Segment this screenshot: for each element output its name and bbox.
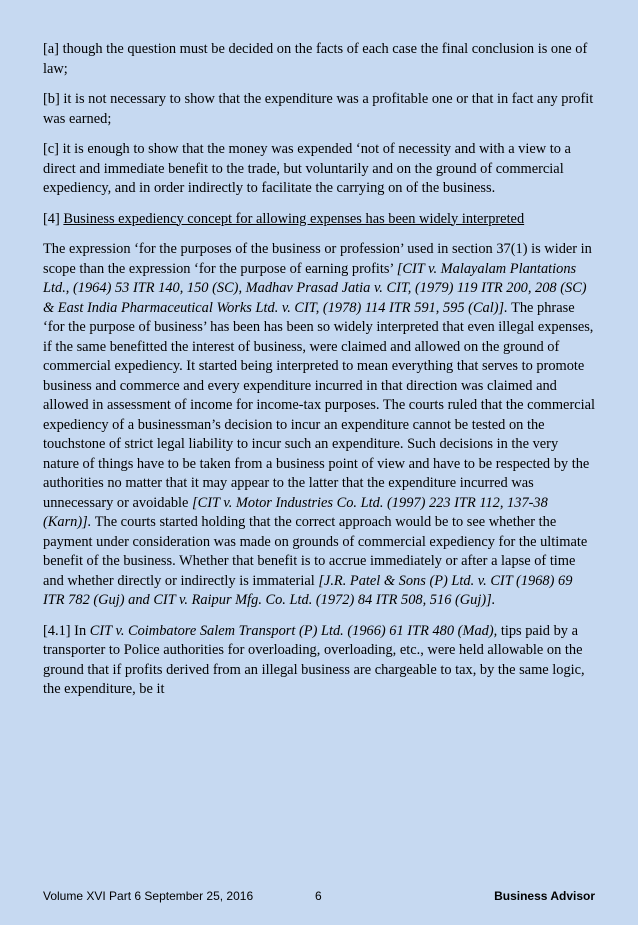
page-footer <box>43 889 595 905</box>
paragraph-4-text-1: The expression ‘for the purposes of the business or profession’ used in section 37(1) is wider in scope than the expression ‘for the purpose of earning profits’ <box>43 241 592 277</box>
section-4-heading <box>43 210 595 230</box>
paragraph-4-citation-1: [CIT v. Malayalam Plantations Ltd., (1964) 53 ITR 140, 150 (SC), Madhav Prasad Jatia v. CIT, (1979) 119 ITR 200, 208 (SC) & East India Pharmaceutical Works Ltd. v. CIT, (1978) 114 ITR 591, 595 (Cal)]. <box>43 260 587 316</box>
footer-publication-name: Business Advisor <box>494 889 595 903</box>
paragraph-4 <box>43 240 595 611</box>
paragraph-4-citation-3: [J.R. Patel & Sons (P) Ltd. v. CIT (1968) 69 ITR 782 (Guj) and CIT v. Raipur Mfg. Co. Ltd. (1972) 84 ITR 508, 516 (Guj)]. <box>43 572 573 608</box>
paragraph-4-text-3: The courts started holding that the correct approach would be to see whether the payment under consideration was made on grounds of commercial expediency for the ultimate benefit of the business. Whether that benefit is to accrue immediately or after a lapse of time and whether directly or indirectly is immaterial <box>43 514 588 589</box>
paragraph-4-text-2: The phrase ‘for the purpose of business’ has been has been so widely interpreted that even illegal expenses, if the same benefitted the interest of business, were claimed and allowed on the ground of commercial expediency. It started being interpreted to mean everything that serves to promote business and commerce and every expenditure incurred in that direction was claimed and allowed in assessment of income for income-tax purposes. The courts ruled that the commercial expediency of a businessman’s decision to incur an expenditure cannot be tested on the touchstone of strict legal liability to incur such an expenditure. Such decisions in the very nature of things have to be taken from a business point of view and have to be respected by the authorities no matter that it may appear to the latter that the expenditure incurred was unnecessary or avoidable <box>43 299 596 511</box>
paragraph-c: [c] it is enough to show that the money was expended ‘not of necessity and with a view to a direct and immediate benefit to the trade, but voluntarily and on the ground of commercial expediency, and in order indirectly to facilitate the carrying on of the business. <box>43 141 571 196</box>
paragraph-a: [a] though the question must be decided on the facts of each case the final conclusion is one of law; <box>43 41 588 77</box>
paragraph-4-citation-2: [CIT v. Motor Industries Co. Ltd. (1997) 223 ITR 112, 137-38 (Karn)]. <box>43 494 548 530</box>
section-4-number: [4] <box>43 210 64 227</box>
paragraph-4-1-citation: CIT v. Coimbatore Salem Transport (P) Ltd. (1966) 61 ITR 480 (Mad), <box>89 622 498 639</box>
paragraph-4-1 <box>43 622 595 700</box>
paragraph-4-1-text-1: [4.1] In <box>43 622 90 639</box>
footer-volume-info: Volume XVI Part 6 September 25, 2016 <box>43 889 254 903</box>
document-body <box>43 40 595 711</box>
paragraph-b: [b] it is not necessary to show that the expenditure was a profitable one or that in fact any profit was earned; <box>43 91 594 127</box>
paragraph-4-1-text-2: tips paid by a transporter to Police authorities for overloading, overloading, etc., were held allowable on the ground that if profits derived from an illegal business are chargeable to tax, by the same logic, the expenditure, be it <box>43 622 585 697</box>
footer-page-number: 6 <box>315 889 322 903</box>
section-4-title: Business expediency concept for allowing expenses has been widely interpreted <box>63 210 525 227</box>
